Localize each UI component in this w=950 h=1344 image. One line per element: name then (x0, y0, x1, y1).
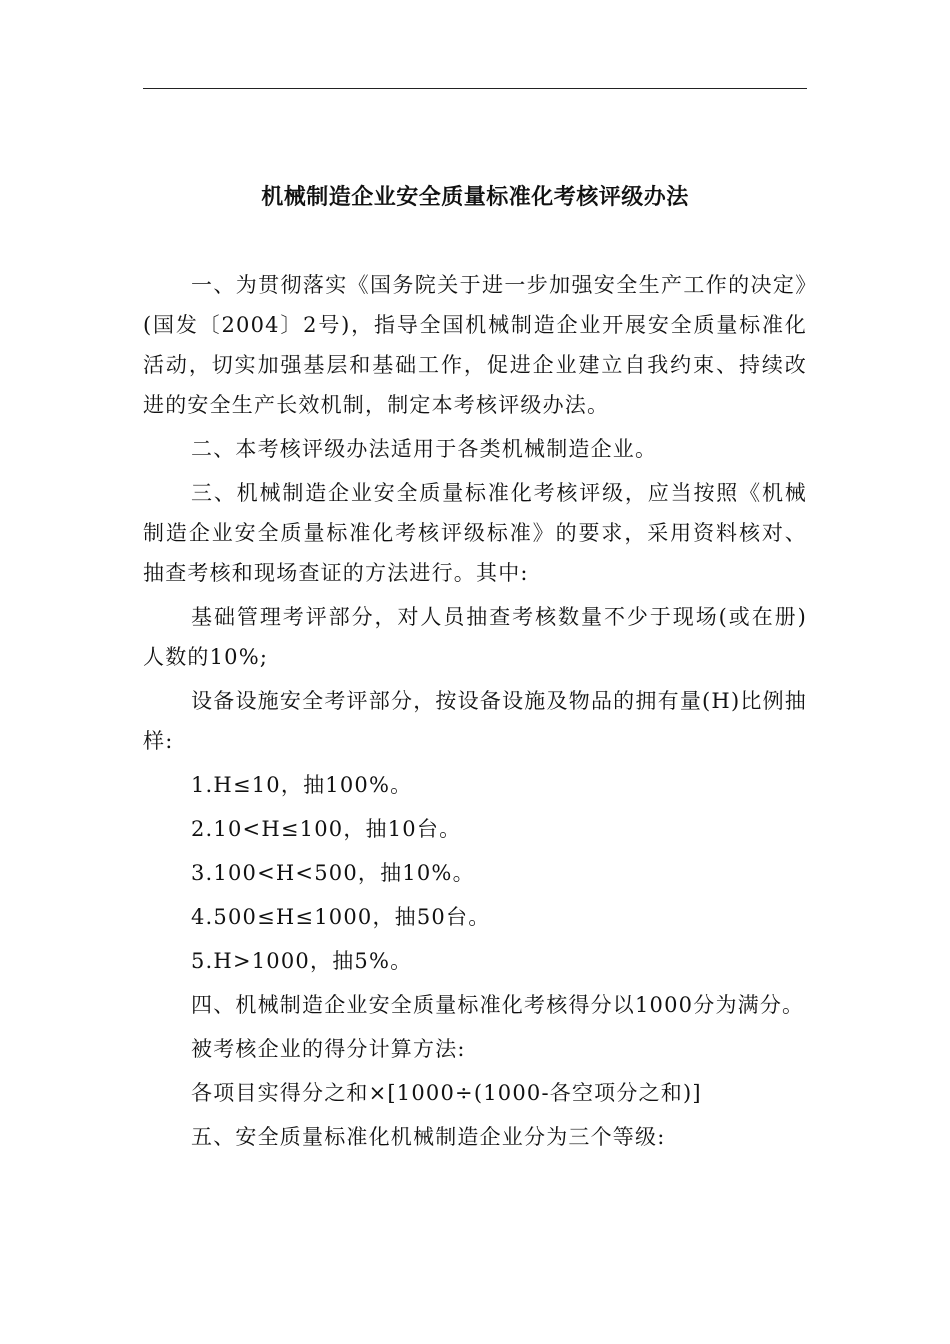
paragraph: 基础管理考评部分，对人员抽查考核数量不少于现场(或在册)人数的10%; (143, 605, 807, 669)
paragraph: 被考核企业的得分计算方法: (191, 1037, 466, 1061)
header-rule (143, 88, 807, 89)
list-item: 4.500≤H≤1000，抽50台。 (191, 905, 491, 929)
document-body (143, 265, 807, 1161)
formula: 各项目实得分之和×[1000÷(1000-各空项分之和)] (191, 1081, 702, 1105)
list-item: 1.H≤10，抽100%。 (191, 773, 413, 797)
document-title: 机械制造企业安全质量标准化考核评级办法 (261, 185, 689, 210)
list-item: 3.100<H<500，抽10%。 (191, 861, 475, 885)
paragraph: 设备设施安全考评部分，按设备设施及物品的拥有量(H)比例抽样: (143, 689, 807, 753)
paragraph: 三、机械制造企业安全质量标准化考核评级，应当按照《机械制造企业安全质量标准化考核评级标准》的要求，采用资料核对、抽查考核和现场查证的方法进行。其中: (143, 481, 807, 585)
paragraph: 五、安全质量标准化机械制造企业分为三个等级: (191, 1125, 666, 1149)
paragraph: 二、本考核评级办法适用于各类机械制造企业。 (191, 437, 658, 461)
paragraph: 一、为贯彻落实《国务院关于进一步加强安全生产工作的决定》(国发〔2004〕2号)，指导全国机械制造企业开展安全质量标准化活动，切实加强基层和基础工作，促进企业建立自我约束、持续改进的安全生产长效机制，制定本考核评级办法。 (143, 273, 807, 417)
list-item: 5.H>1000，抽5%。 (191, 949, 413, 973)
list-item: 2.10<H≤100，抽10台。 (191, 817, 462, 841)
paragraph: 四、机械制造企业安全质量标准化考核得分以1000分为满分。 (191, 993, 805, 1017)
